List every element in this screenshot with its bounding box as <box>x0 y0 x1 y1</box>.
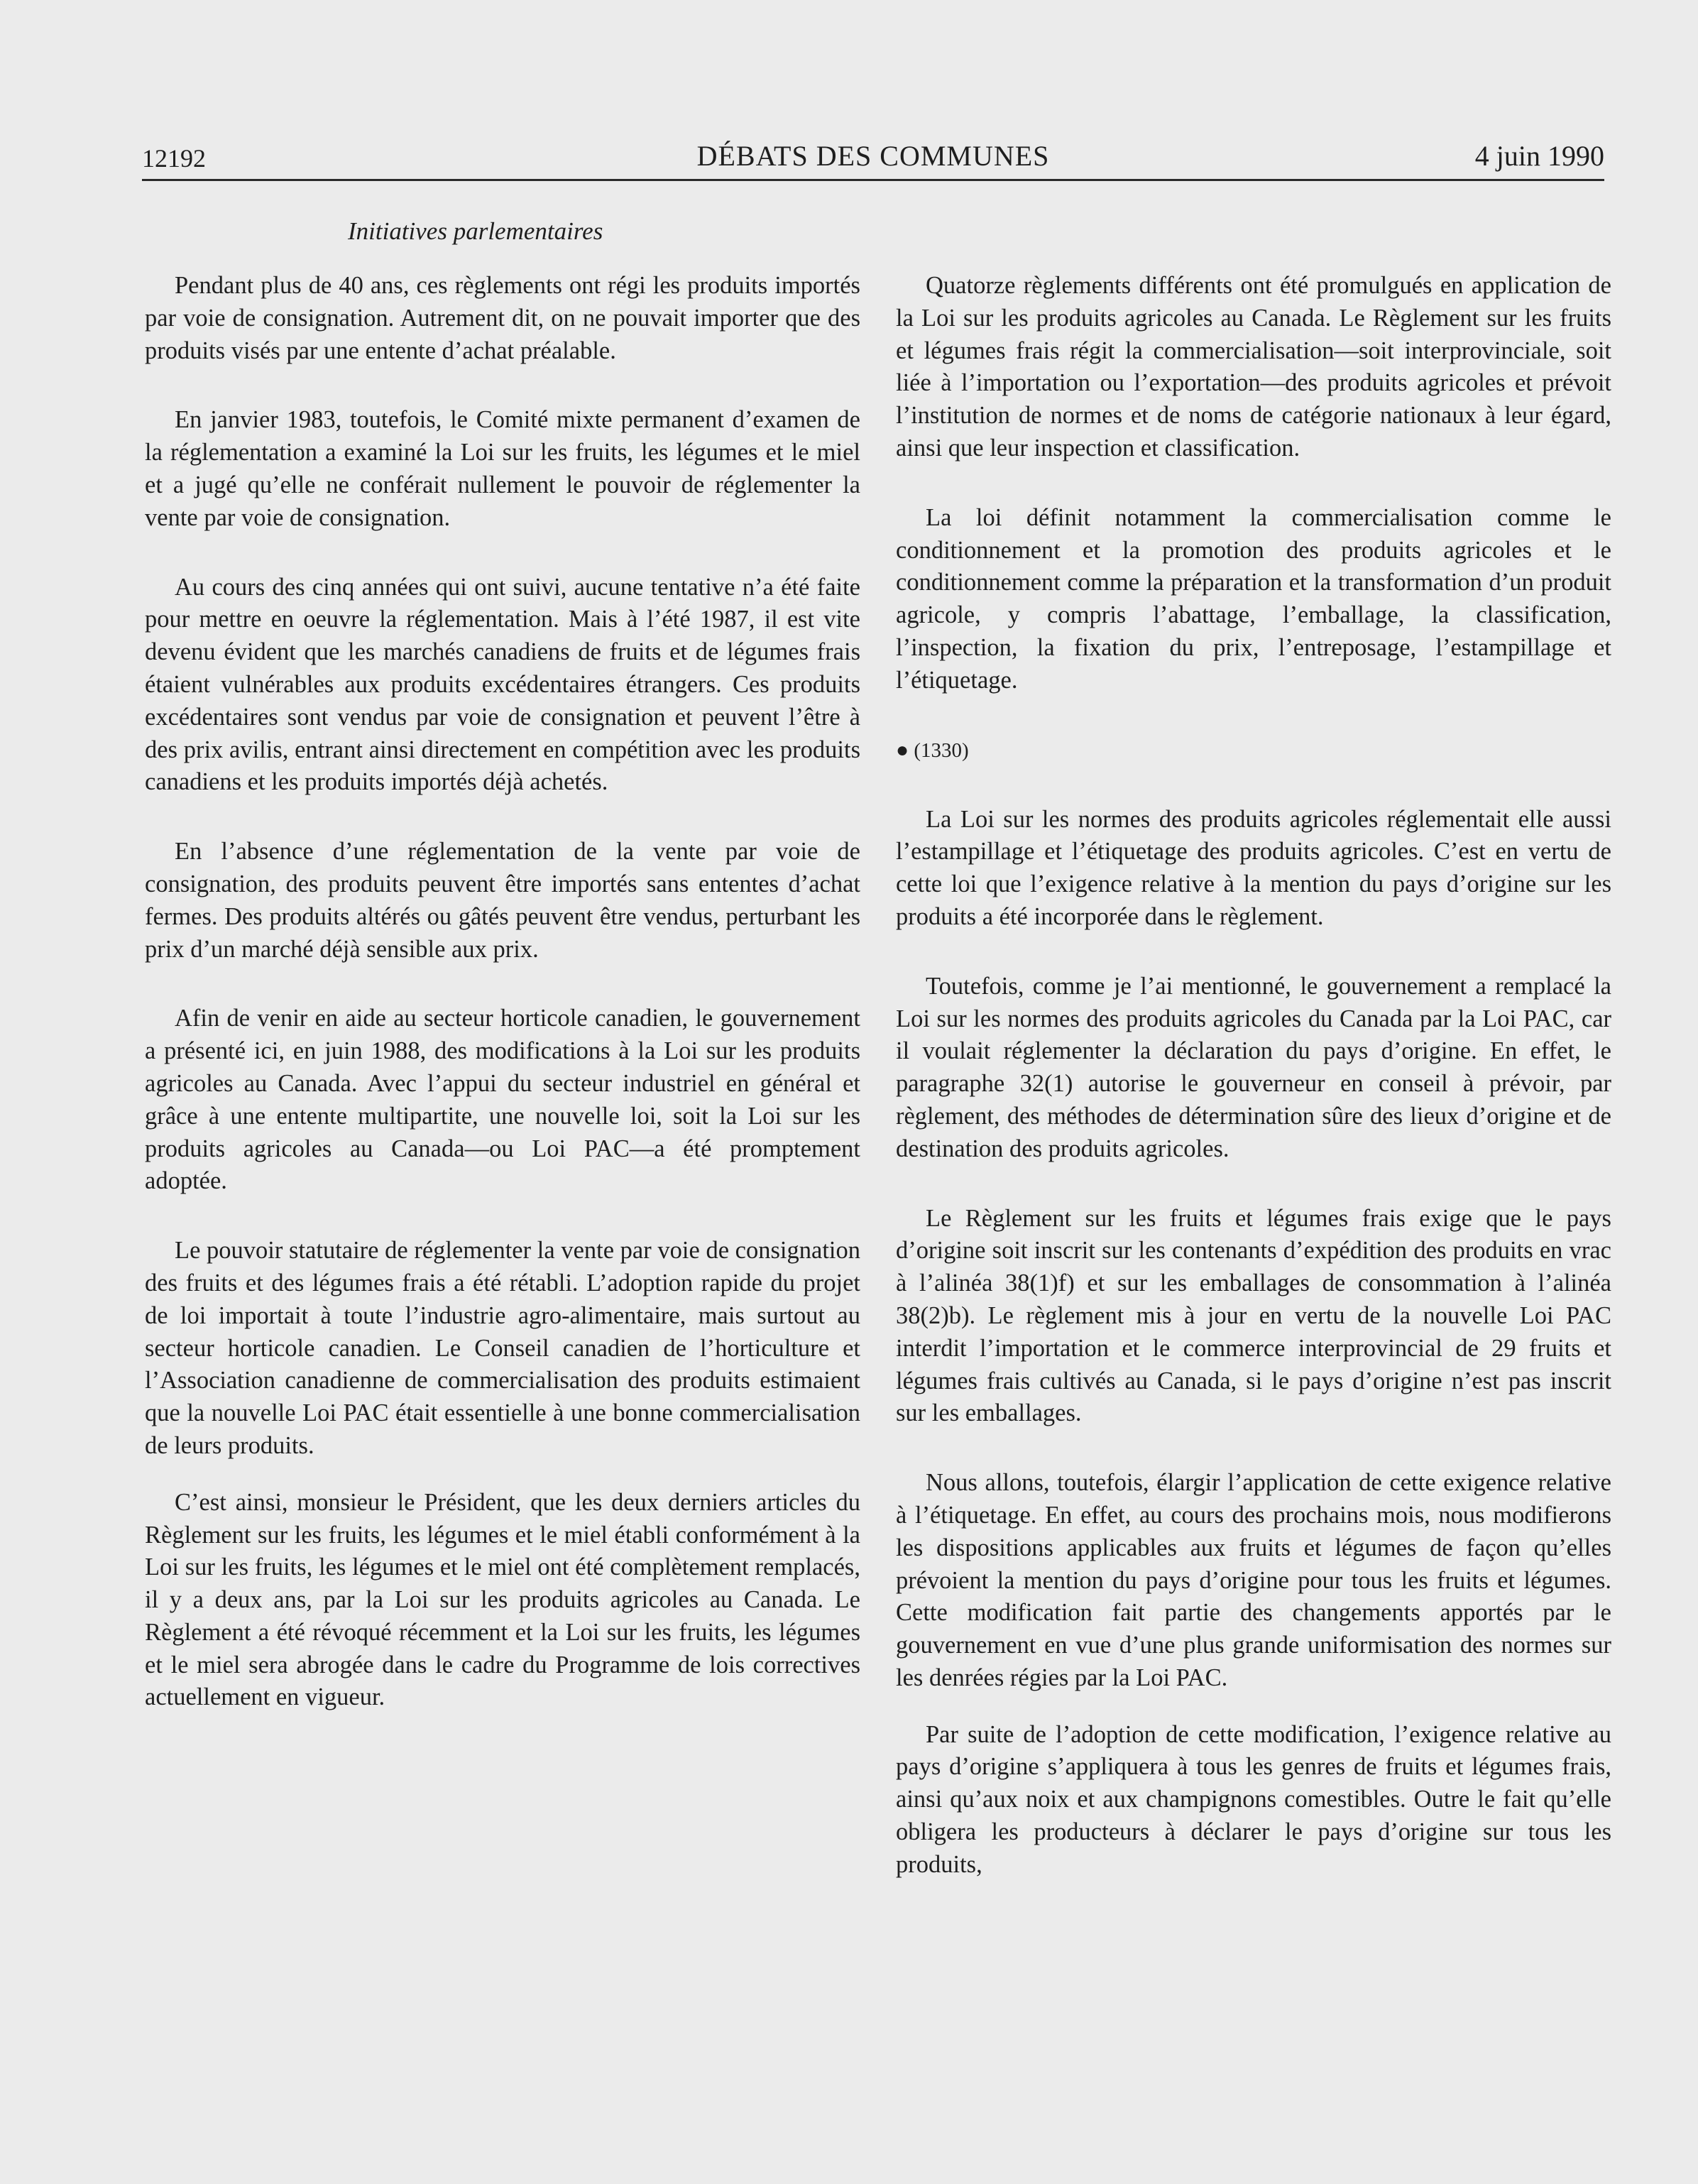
paragraph: En janvier 1983, toutefois, le Comité mixte permanent d’examen de la réglementation a examiné la Loi sur les fruits, les légumes et le miel et a jugé qu’elle ne conférait nullement le pouvoir de réglementer la vente par voie de consignation. <box>145 406 860 531</box>
publication-date: 4 juin 1990 <box>1474 140 1604 172</box>
bullet-icon: ● <box>896 738 909 762</box>
paragraph: Au cours des cinq années qui ont suivi, aucune tentative n’a été faite pour mettre en oeuvre la réglementation. Mais à l’été 1987, il est vite devenu évident que les marchés canadiens de fruits et de légumes frais étaient vulnérables aux produits excédentaires étrangers. Ces produits excédentaires sont vendus par voie de consignation et peuvent l’être à des prix avilis, entrant ainsi directement en compétition avec les produits canadiens et les produits importés déjà achetés. <box>145 573 860 796</box>
left-column <box>145 270 860 1714</box>
time-marker-text: (1330) <box>914 738 969 762</box>
page-number: 12192 <box>142 144 206 173</box>
header-rule <box>142 179 1604 181</box>
page-header <box>142 135 1604 178</box>
paragraph: C’est ainsi, monsieur le Président, que les deux derniers articles du Règlement sur les fruits, les légumes et le miel établi conformément à la Loi sur les fruits, les légumes et le miel ont été complètement remplacés, il y a deux ans, par la Loi sur les produits agricoles au Canada. Le Règlement a été révoqué récemment et la Loi sur les fruits, les légumes et le miel sera abrogée dans le cadre du Programme de lois correctives actuellement en vigueur. <box>145 1488 860 1711</box>
paragraph: Par suite de l’adoption de cette modification, l’exigence relative au pays d’origine s’appliquera à tous les genres de fruits et légumes frais, ainsi qu’aux noix et aux champignons comestibles. Outre le fait qu’elle obligera les producteurs à déclarer le pays d’origine sur tous les produits, <box>896 1720 1611 1878</box>
paragraph: Le pouvoir statutaire de réglementer la vente par voie de consignation des fruits et des légumes frais a été rétabli. L’adoption rapide du projet de loi importait à toute l’industrie agro-alimentaire, mais surtout au secteur horticole canadien. Le Conseil canadien de l’horticulture et l’Association canadienne de commercialisation des produits estimaient que la nouvelle Loi PAC était essentielle à une bonne commercialisation de leurs produits. <box>145 1237 860 1459</box>
paragraph: Le Règlement sur les fruits et légumes frais exige que le pays d’origine soit inscrit sur les contenants d’expédition des produits en vrac à l’alinéa 38(1)f) et sur les emballages de consommation à l’alinéa 38(2)b). Le règlement mis à jour en vertu de la nouvelle Loi PAC interdit l’importation et le commerce interprovincial de 29 fruits et légumes frais cultivés au Canada, si le pays d’origine n’est pas inscrit sur les emballages. <box>896 1204 1611 1427</box>
paragraph: Pendant plus de 40 ans, ces règlements ont régi les produits importés par voie de consignation. Autrement dit, on ne pouvait importer que des produits visés par une entente d’achat préalable. <box>145 272 860 364</box>
paragraph: Nous allons, toutefois, élargir l’application de cette exigence relative à l’étiquetage. En effet, au cours des prochains mois, nous modifierons les dispositions applicables aux fruits et légumes de façon qu’elles prévoient la mention du pays d’origine pour tous les fruits et légumes. Cette modification fait partie des changements apportés par le gouvernement en vue d’une plus grande uniformisation des normes sur les denrées régies par la Loi PAC. <box>896 1469 1611 1691</box>
publication-title: DÉBATS DES COMMUNES <box>696 140 1050 172</box>
paragraph: Afin de venir en aide au secteur horticole canadien, le gouvernement a présenté ici, en juin 1988, des modifications à la Loi sur les produits agricoles au Canada. Avec l’appui du secteur industriel en général et grâce à une entente multipartite, une nouvelle loi, soit la Loi sur les produits agricoles au Canada—ou Loi PAC—a été promptement adoptée. <box>145 1005 860 1195</box>
paragraph: En l’absence d’une réglementation de la vente par voie de consignation, des produits peuvent être importés sans ententes d’achat fermes. Des produits altérés ou gâtés peuvent être vendus, perturbant les prix d’un marché déjà sensible aux prix. <box>145 838 860 963</box>
section-label: Initiatives parlementaires <box>348 217 603 245</box>
paragraph: La Loi sur les normes des produits agricoles réglementait elle aussi l’estampillage et l’étiquetage des produits agricoles. C’est en vertu de cette loi que l’exigence relative à la mention du pays d’origine sur les produits a été incorporée dans le règlement. <box>896 805 1611 930</box>
paragraph: Toutefois, comme je l’ai mentionné, le gouvernement a remplacé la Loi sur les normes des produits agricoles du Canada par la Loi PAC, car il voulait réglementer la déclaration du pays d’origine. En effet, le paragraphe 32(1) autorise le gouverneur en conseil à prévoir, par règlement, des méthodes de détermination sûre des lieux d’origine et de destination des produits agricoles. <box>896 972 1611 1162</box>
right-column <box>896 270 1611 1882</box>
paragraph: Quatorze règlements différents ont été promulgués en application de la Loi sur les produits agricoles au Canada. Le Règlement sur les fruits et légumes frais régit la commercialisation—soit interprovinciale, soit liée à l’importation ou l’exportation—des produits agricoles et prévoit l’institution de normes et de noms de catégorie nationaux à leur égard, ainsi que leur inspection et classification. <box>896 272 1611 462</box>
paragraph: La loi définit notamment la commercialisation comme le conditionnement et la promotion des produits agricoles et le conditionnement comme la préparation et la transformation d’un produit agricole, y compris l’abattage, l’emballage, la classification, l’inspection, la fixation du prix, l’entreposage, l’estampillage et l’étiquetage. <box>896 503 1611 694</box>
time-marker <box>896 734 1611 767</box>
